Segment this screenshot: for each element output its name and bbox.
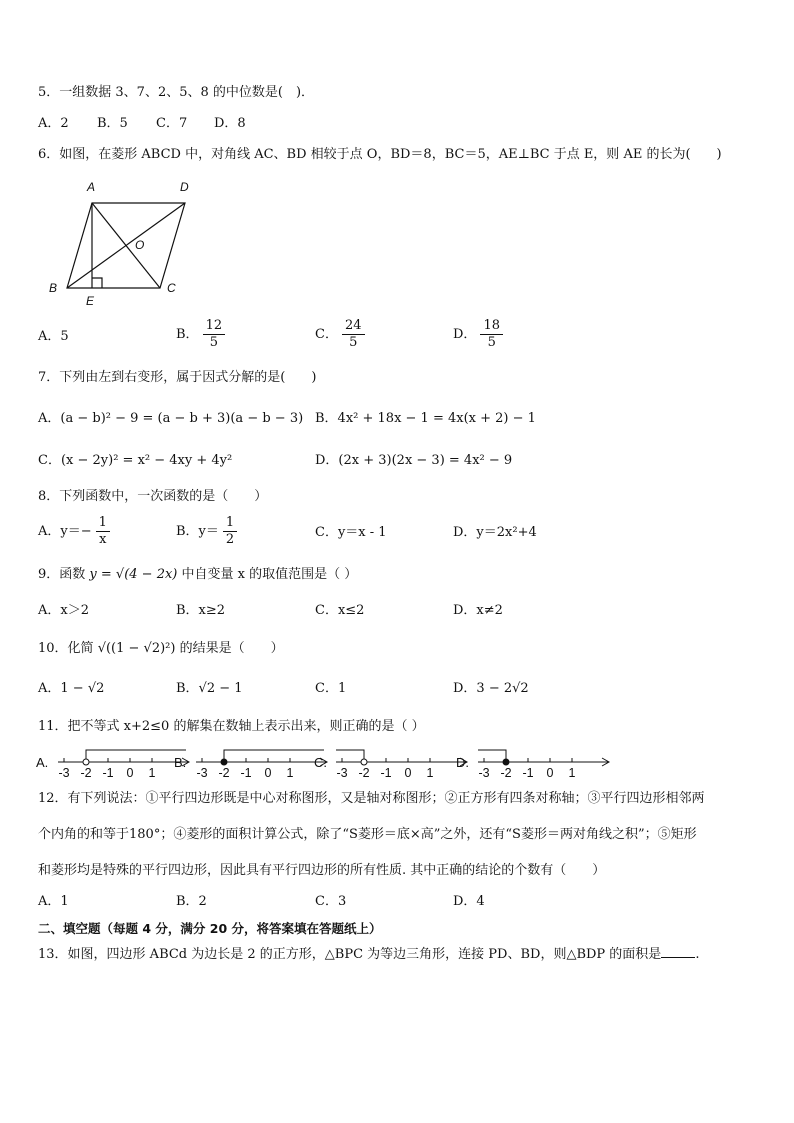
q13-answer-blank — [661, 945, 695, 958]
q10-option-d: D．3 − 2√2 — [453, 681, 529, 696]
q9-formula: y = √(4 − 2x) — [89, 567, 178, 582]
q11-number-lines-svg — [36, 742, 616, 780]
q12-option-a: A．1 — [38, 894, 69, 909]
label-c: C — [167, 281, 176, 295]
q8-option-b-label: B．y＝ — [176, 524, 219, 539]
q11-tick-label: 1 — [568, 766, 576, 780]
q9-stem-prefix: 9．函数 — [38, 567, 86, 582]
q8-option-a-den: x — [99, 532, 107, 547]
q11-tick-label: -1 — [102, 766, 114, 780]
q9-stem-suffix: 中自变量 x 的取值范围是（ ） — [181, 567, 358, 582]
q13-stem-end: . — [695, 947, 700, 962]
q6-option-c-den: 5 — [349, 335, 358, 350]
q11-tick-label: 0 — [546, 766, 554, 780]
q7-stem: 7．下列由左到右变形，属于因式分解的是( ) — [38, 370, 317, 385]
q11-tick-label: 1 — [148, 766, 156, 780]
q13-stem — [38, 945, 699, 964]
q6-option-d-label: D． — [453, 327, 477, 342]
q6-option-a: A．5 — [38, 329, 69, 344]
label-a: A — [87, 180, 96, 194]
q11-tick-label: 1 — [286, 766, 294, 780]
q6-option-d-den: 5 — [487, 335, 496, 350]
q7-option-c: C．(x − 2y)² = x² − 4xy + 4y² — [38, 453, 233, 468]
q9-option-d: D．x≠2 — [453, 603, 503, 618]
q11-stem: 11．把不等式 x+2≤0 的解集在数轴上表示出来，则正确的是（ ） — [38, 719, 425, 734]
q9-option-a: A．x＞2 — [38, 603, 89, 618]
q6-option-d — [453, 318, 503, 351]
q11-tick-label: -1 — [380, 766, 392, 780]
q10-stem — [38, 640, 284, 658]
q11-endpoint-dot — [221, 759, 227, 765]
q11-tick-label: 0 — [126, 766, 134, 780]
q8-option-b — [176, 515, 237, 548]
q10-stem-prefix: 10．化简 — [38, 641, 94, 656]
q6-option-b-fraction — [203, 318, 226, 351]
q6-option-c-fraction — [342, 318, 365, 351]
q8-option-d: D．y＝2x²+4 — [453, 525, 537, 540]
q11-tick-label: -2 — [358, 766, 370, 780]
q11-solution-bracket — [224, 750, 324, 759]
q6-option-c-num: 24 — [342, 318, 365, 335]
label-d: D — [180, 180, 189, 194]
q9-option-c: C．x≤2 — [315, 603, 365, 618]
q6-option-d-num: 18 — [480, 318, 503, 335]
q7-option-a: A．(a − b)² − 9 = (a − b + 3)(a − b − 3) — [38, 411, 304, 426]
q11-tick-label: -3 — [58, 766, 70, 780]
q8-option-b-den: 2 — [225, 532, 235, 547]
q6-option-b-num: 12 — [203, 318, 226, 335]
q11-tick-label: -3 — [336, 766, 348, 780]
q6-option-c — [315, 318, 365, 351]
diagonal-bd — [67, 203, 185, 288]
q11-endpoint-dot — [503, 759, 509, 765]
q11-tick-label: -3 — [196, 766, 208, 780]
q10-formula: √((1 − √2)²) — [97, 641, 176, 656]
label-b: B — [49, 281, 58, 295]
rhombus-figure — [40, 174, 210, 308]
q11-tick-label: -1 — [240, 766, 252, 780]
q8-option-b-num: 1 — [223, 515, 237, 532]
q11-option-letter: D. — [456, 755, 469, 770]
q9-option-b: B．x≥2 — [176, 603, 226, 618]
q8-option-a-fraction — [96, 515, 110, 548]
q5-option-c: C．7 — [156, 116, 188, 131]
q6-option-b-label: B． — [176, 327, 199, 342]
q11-solution-bracket — [86, 750, 186, 759]
q12-line1: 12．有下列说法：①平行四边形既是中心对称图形，又是轴对称图形；②正方形有四条对称轴；③平行四边形相邻两 — [38, 791, 705, 806]
q8-option-a-num: 1 — [96, 515, 110, 532]
q11-endpoint-dot — [83, 759, 89, 765]
q11-tick-label: -2 — [218, 766, 230, 780]
q5-option-d: D．8 — [214, 116, 246, 131]
q12-line3: 和菱形均是特殊的平行四边形，因此具有平行四边形的所有性质. 其中正确的结论的个数有（ ） — [38, 863, 606, 878]
q11-tick-label: -1 — [522, 766, 534, 780]
q7-option-d: D．(2x + 3)(2x − 3) = 4x² − 9 — [315, 453, 513, 468]
q8-option-a — [38, 515, 110, 548]
label-o: O — [135, 238, 145, 252]
q11-tick-label: 1 — [426, 766, 434, 780]
q11-solution-bracket — [336, 750, 364, 759]
q8-option-a-label: A．y＝− — [38, 524, 92, 539]
q11-tick-label: -3 — [478, 766, 490, 780]
q5-stem: 5．一组数据 3、7、2、5、8 的中位数是( )． — [38, 85, 315, 100]
q11-number-line-options — [36, 742, 616, 780]
q6-option-d-fraction — [480, 318, 503, 351]
q5-option-a: A．2 — [38, 116, 69, 131]
right-angle-mark — [92, 278, 102, 288]
q11-tick-label: -2 — [500, 766, 512, 780]
q5-option-b: B．5 — [97, 116, 128, 131]
q7-option-b: B．4x² + 18x − 1 = 4x(x + 2) − 1 — [315, 411, 536, 426]
q12-option-c: C．3 — [315, 894, 347, 909]
q11-endpoint-dot — [361, 759, 367, 765]
q12-option-b: B．2 — [176, 894, 207, 909]
q11-option-letter: B. — [174, 755, 187, 770]
q9-stem — [38, 566, 357, 584]
q10-stem-suffix: 的结果是（ ） — [179, 641, 284, 656]
q6-option-c-label: C． — [315, 327, 338, 342]
q11-tick-label: -2 — [80, 766, 92, 780]
q11-tick-label: 0 — [264, 766, 272, 780]
q11-option-letter: A. — [36, 755, 49, 770]
q10-option-b: B．√2 − 1 — [176, 681, 243, 696]
q8-option-b-fraction — [223, 515, 237, 548]
q13-stem-text: 13．如图，四边形 ABCd 为边长是 2 的正方形，△BPC 为等边三角形，连接 PD、BD，则△BDP 的面积是 — [38, 947, 662, 962]
q11-option-letter: C. — [314, 755, 327, 770]
q6-stem: 6．如图，在菱形 ABCD 中，对角线 AC、BD 相较于点 O，BD＝8，BC＝5，AE⊥BC 于点 E，则 AE 的长为( ) — [38, 147, 722, 162]
q6-option-b-den: 5 — [209, 335, 218, 350]
q8-option-c: C．y＝x - 1 — [315, 525, 387, 540]
q12-line2: 个内角的和等于180°；④菱形的面积计算公式，除了“S菱形＝底×高”之外，还有“S菱形＝两对角线之积”；⑤矩形 — [38, 827, 697, 842]
label-e: E — [86, 294, 95, 308]
q10-option-c: C．1 — [315, 681, 347, 696]
q8-stem: 8．下列函数中，一次函数的是（ ） — [38, 489, 268, 504]
q12-option-d: D．4 — [453, 894, 485, 909]
q11-solution-bracket — [478, 750, 506, 759]
q6-option-b — [176, 318, 225, 351]
q11-tick-label: 0 — [404, 766, 412, 780]
section-title-fill-in: 二、填空题（每题 4 分，满分 20 分，将答案填在答题纸上） — [38, 921, 382, 936]
q10-option-a: A．1 − √2 — [38, 681, 105, 696]
